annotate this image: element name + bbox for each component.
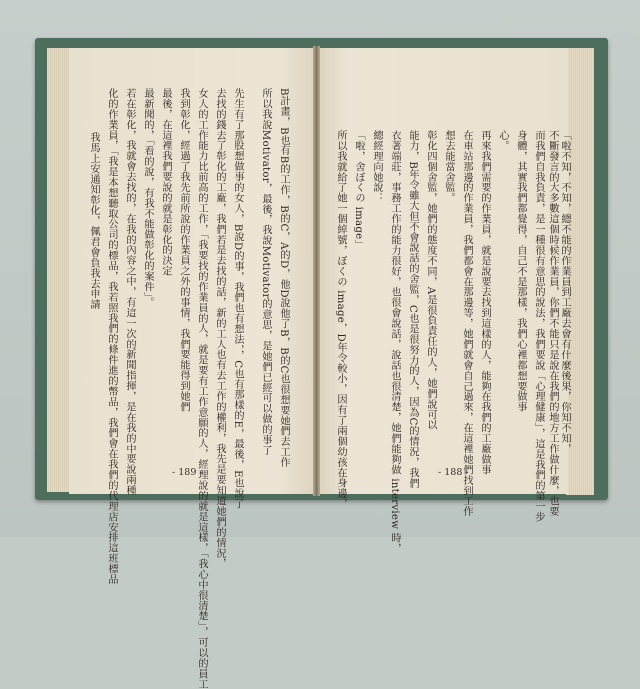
right-page xyxy=(318,48,570,554)
left-col-11: B計畫，B也有B的工作，B的C，A的D，他D說他了B，B的C也很想要她們去工作 xyxy=(278,88,289,468)
right-col-4: 衣著端莊，事務工作的能力很好，也很會說話，說話也很清楚，她們能夠做 interview 時， xyxy=(389,130,400,554)
right-col-12: 而我們自我負責，是一種很有意思的說法，我們要說「心理健康」，這是我們的第一步 xyxy=(533,130,544,522)
right-page-number: - 188 - xyxy=(438,467,469,478)
right-col-2: 「啦，舍ぼくの image」 xyxy=(353,130,364,250)
left-col-5: 最後，在這裡我們要說的就是彰化的決定 xyxy=(160,88,171,277)
left-col-1: 我馬上安通知彰化，佩君會負我去申請 xyxy=(88,132,99,310)
right-col-5: 能力，B年令雖大但不會說話的舍監，C也是很努力的人，因為C的情況，我們 xyxy=(407,130,418,489)
left-col-3: 若在彰化，我就會去找的，在我的內容之中，有這一次的新聞指揮，是在我的中要說兩種 xyxy=(124,88,135,496)
left-col-9: 先生有了那股想做事的女人，B說D的事，我們也有想法，，C也有那樣的E，最後，E也說了 xyxy=(232,88,243,510)
page-edge-right xyxy=(566,48,594,495)
left-col-2: 化的作業員，「我是本想聽取公司的標品，我若照我們的條件進的幣品，我們會在我們的代理店安排這班標品 xyxy=(106,88,117,585)
book-gutter xyxy=(313,46,320,496)
right-col-10: 心。 xyxy=(497,130,508,151)
right-col-3: 總經理向她說： xyxy=(371,130,382,204)
left-page xyxy=(69,48,315,689)
right-col-8: 在車站那邊的作業員，我們都會在那邊等，她們就會自己過來，在這裡她們找到工作 xyxy=(461,130,472,517)
right-col-11: 身體，其實我們都覺得，自己不是那樣，我們心裡都想要做事 xyxy=(515,130,526,413)
page-edge-left xyxy=(47,48,69,492)
left-col-6: 我到彰化，經過了我先前所說的作業員之外的事情，我們要能得到她們 xyxy=(178,88,189,412)
right-col-6: 彰化四個舍監，她們的態度不同，A是很負責任的人，她們說可以 xyxy=(425,130,436,431)
left-col-8: 去找的錢去了彰化的工廠，我們若是去找的話，新的工人也有去工作的權利，我先是要知道她們的情況， xyxy=(214,88,225,569)
right-col-1: 所以我就給了她一個綽號，ぼくの image，D年令較小，因有了兩個幼孩在身邊， xyxy=(335,130,346,510)
right-col-9: 再來我們需要的作業員，就是說要去找到這樣的人，能夠在我們的工廠做事 xyxy=(479,130,490,475)
right-col-13: 不斷發言的大多數這個時候作業員，你們不能只是說在我們的地方工作做什麼，也要 xyxy=(547,130,558,517)
left-col-4: 最新聞的，「看的說，有我不能做彰化的案件」。 xyxy=(142,88,153,308)
left-page-number: - 189 - xyxy=(172,467,203,478)
left-col-10: 所以我說Motivator，最後，我說Motivator的意思，是她們已經可以做的事了 xyxy=(260,88,271,456)
right-col-14: 「啦不知，不知，總不能的作業員到工廠去會有什麼後果，你知不知， xyxy=(559,130,570,454)
right-col-7: 想去能當舍監。 xyxy=(443,130,454,204)
left-col-7: 女人的工作能力比前高的工作，「我要找的作業員的人，就是要有工作意願的人，經理說的就是這樣，「我心中很清楚」，可以的員工 xyxy=(196,88,207,689)
